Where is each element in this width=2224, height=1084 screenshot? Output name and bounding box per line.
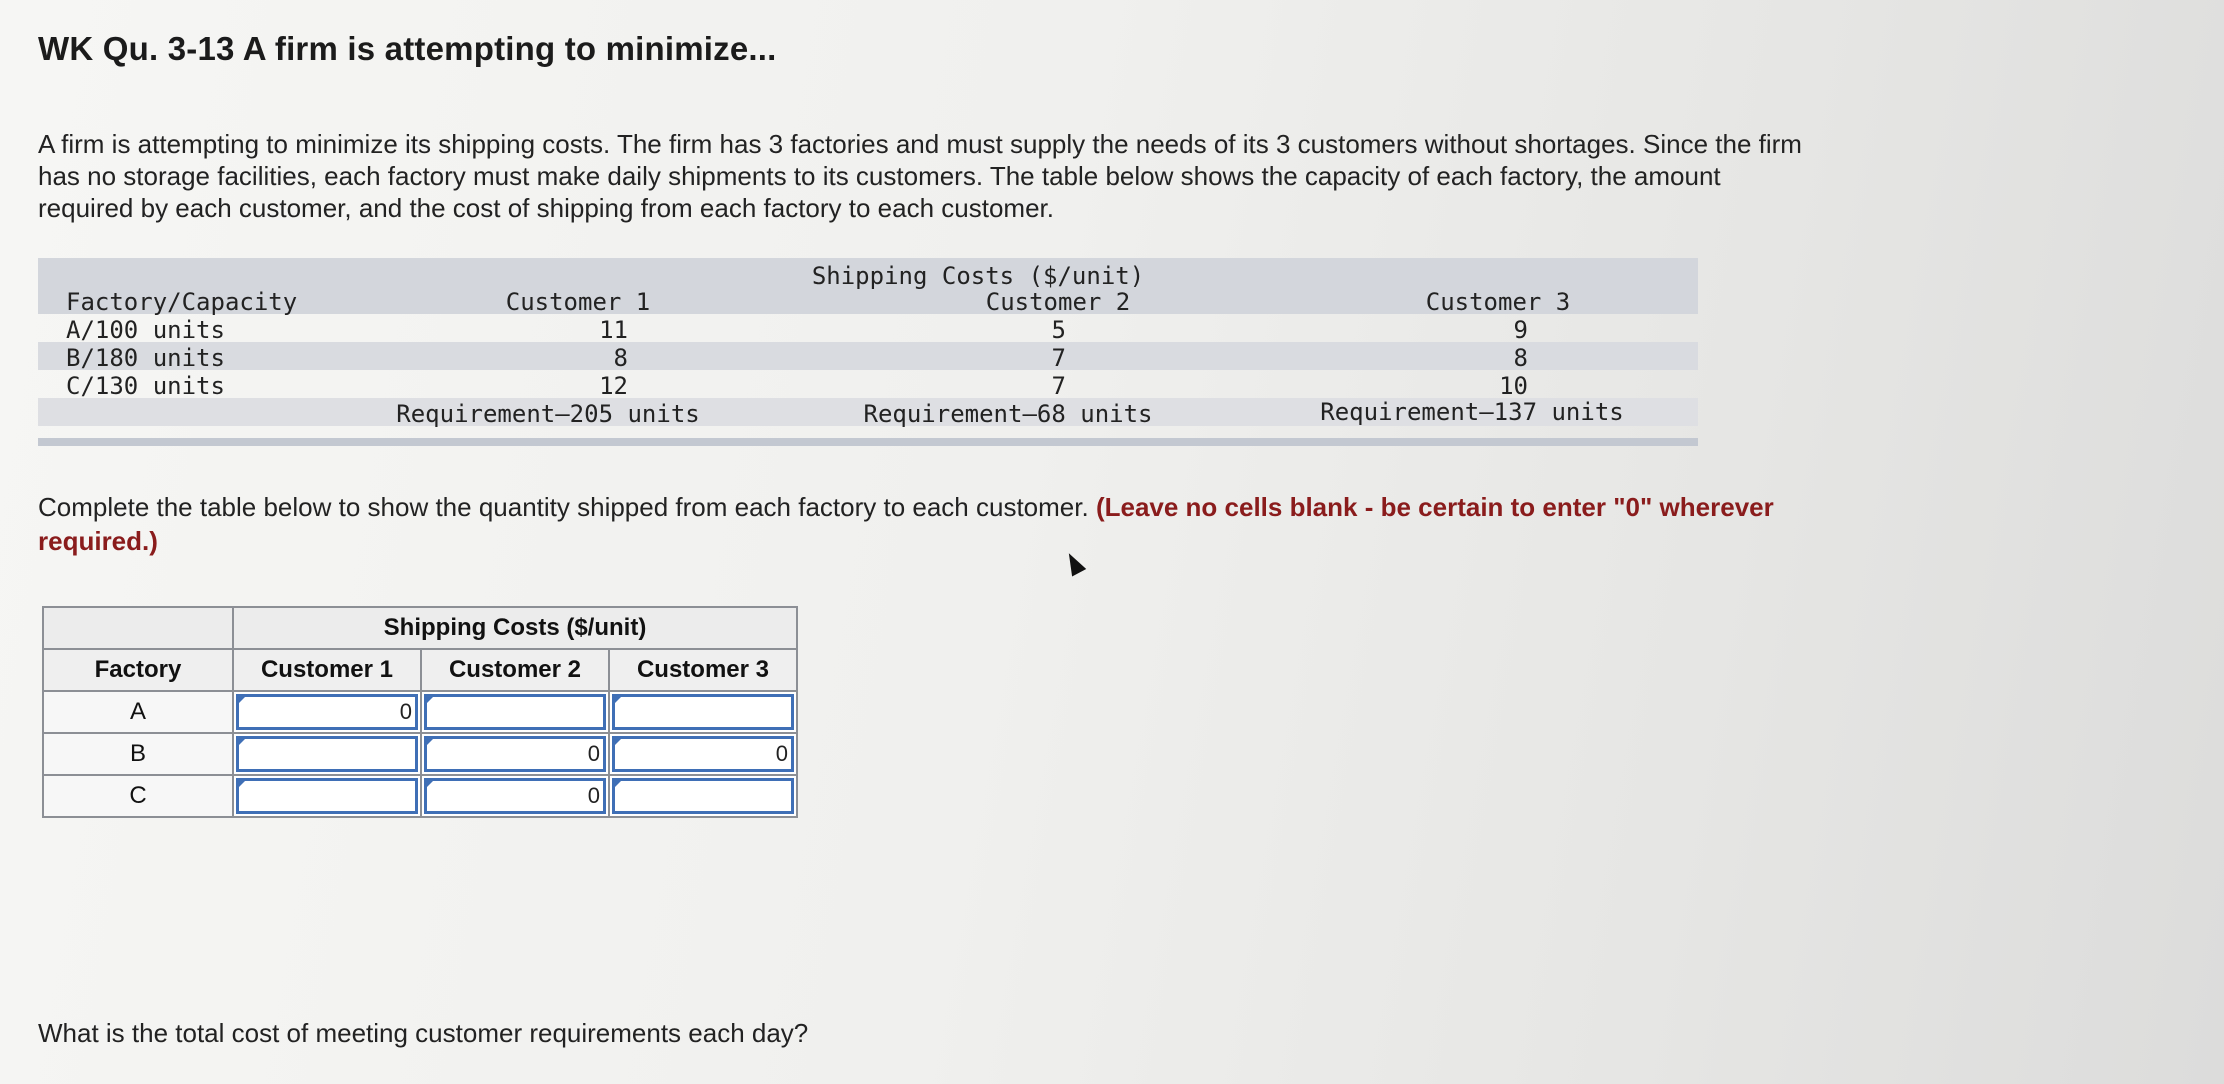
- cost-a-c1: 11: [599, 316, 628, 344]
- factory-a-capacity: A/100 units: [66, 316, 225, 344]
- cost-c-c2: 7: [1051, 372, 1066, 400]
- quantity-input-b-customer-1[interactable]: [240, 738, 414, 770]
- requirement-customer-1: Requirement–205 units: [396, 400, 700, 428]
- input-cell-c-c1[interactable]: [233, 775, 421, 817]
- question-title: WK Qu. 3-13 A firm is attempting to minimize...: [38, 30, 777, 67]
- cost-b-c1: 8: [613, 344, 628, 372]
- group-header: Shipping Costs ($/unit): [811, 262, 1145, 290]
- quantity-input-c-customer-2[interactable]: [428, 780, 602, 812]
- factory-b-capacity: B/180 units: [66, 344, 225, 372]
- table-bottom-rule: [38, 438, 1698, 446]
- row-label-c: C: [43, 775, 233, 817]
- input-cell-a-c2[interactable]: [421, 691, 609, 733]
- instructions: [38, 490, 1778, 558]
- column-header-customer-3: Customer 3: [1425, 288, 1571, 316]
- cost-b-c2: 7: [1051, 344, 1066, 372]
- answer-col-customer-1: Customer 1: [233, 649, 421, 691]
- instructions-text: Complete the table below to show the quantity shipped from each factory to each customer.: [38, 492, 1096, 522]
- input-cell-b-c2[interactable]: [421, 733, 609, 775]
- answer-col-customer-3: Customer 3: [609, 649, 797, 691]
- factory-c-capacity: C/130 units: [66, 372, 225, 400]
- cost-c-c1: 12: [599, 372, 628, 400]
- quantity-input-c-customer-3[interactable]: [616, 780, 790, 812]
- follow-up-question: What is the total cost of meeting customer requirements each day?: [38, 1018, 809, 1048]
- input-cell-b-c1[interactable]: [233, 733, 421, 775]
- quantity-input-b-customer-3[interactable]: [616, 738, 790, 770]
- quantity-input-a-customer-3[interactable]: [616, 696, 790, 728]
- input-cell-c-c3[interactable]: [609, 775, 797, 817]
- cost-a-c2: 5: [1051, 316, 1066, 344]
- quantity-input-a-customer-2[interactable]: [428, 696, 602, 728]
- input-cell-b-c3[interactable]: [609, 733, 797, 775]
- answer-table-corner: [43, 607, 233, 649]
- answer-col-customer-2: Customer 2: [421, 649, 609, 691]
- input-cell-a-c3[interactable]: [609, 691, 797, 733]
- cost-c-c3: 10: [1499, 372, 1528, 400]
- input-cell-a-c1[interactable]: [233, 691, 421, 733]
- row-label-b: B: [43, 733, 233, 775]
- table-row: [43, 691, 797, 733]
- answer-col-factory: Factory: [43, 649, 233, 691]
- quantity-input-c-customer-1[interactable]: [240, 780, 414, 812]
- table-row: [43, 775, 797, 817]
- column-header-customer-2: Customer 2: [985, 288, 1131, 316]
- cost-b-c3: 8: [1513, 344, 1528, 372]
- requirement-customer-2: Requirement–68 units: [863, 400, 1153, 428]
- cost-a-c3: 9: [1513, 316, 1528, 344]
- column-header-factory: Factory/Capacity: [66, 288, 298, 316]
- column-header-customer-1: Customer 1: [505, 288, 651, 316]
- row-label-a: A: [43, 691, 233, 733]
- table-row: [43, 733, 797, 775]
- quantity-input-a-customer-1[interactable]: [240, 696, 414, 728]
- input-cell-c-c2[interactable]: [421, 775, 609, 817]
- answer-group-header: Shipping Costs ($/unit): [233, 607, 797, 649]
- requirement-customer-3: Requirement–137 units: [1320, 398, 1624, 426]
- given-data-table: [38, 258, 1698, 446]
- problem-statement: A firm is attempting to minimize its shipping costs. The firm has 3 factories and must supply the needs of its 3 customers without shortages. Since the firm has no storage facilities, each factory must make daily shipments to its customers. The table below shows the capacity of each factory, the amount required by each customer, and the cost of shipping from each factory to each customer.: [38, 129, 1802, 223]
- answer-table: [42, 606, 798, 818]
- quantity-input-b-customer-2[interactable]: [428, 738, 602, 770]
- instructions-emphasis: (Leave no cells blank - be certain to enter "0" wherever required.): [38, 492, 1774, 556]
